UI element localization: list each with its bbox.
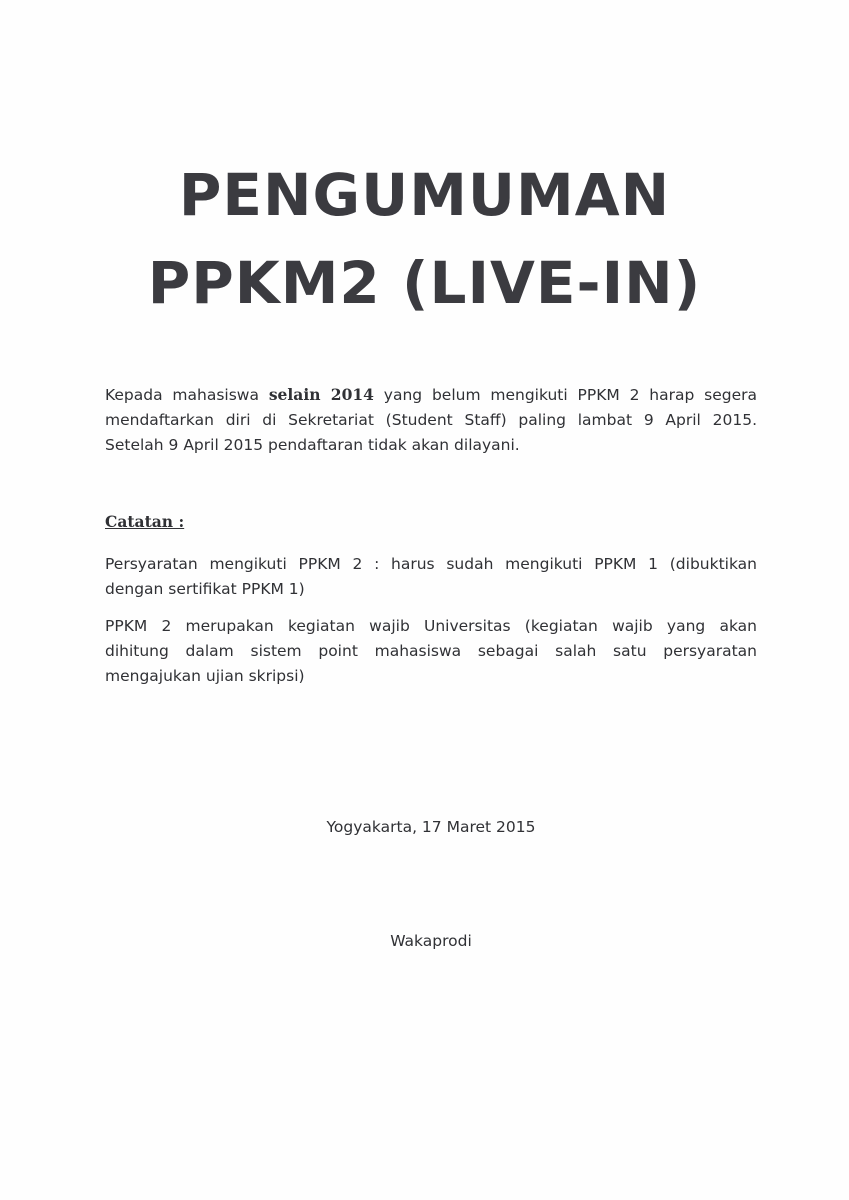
intro-line-1 — [105, 382, 757, 408]
intro-text-pre: Kepada mahasiswa — [105, 386, 269, 404]
note1-line-2: dengan sertifikat PPKM 1) — [105, 580, 305, 598]
intro-line-2: mendaftarkan diri di Sekretariat (Student Staff) paling lambat 9 April 2015. — [105, 411, 757, 429]
intro-text-post: yang belum mengikuti PPKM 2 harap segera — [373, 386, 757, 404]
note2-line-2: dihitung dalam sistem point mahasiswa sebagai salah satu persyaratan — [105, 642, 757, 660]
announcement-subtitle: PPKM2 (LIVE-IN) — [147, 249, 702, 317]
intro-emphasis: selain 2014 — [268, 385, 374, 404]
announcement-title: PENGUMUMAN — [178, 161, 671, 229]
note-mandatory — [105, 614, 757, 689]
note1-line-1: Persyaratan mengikuti PPKM 2 : harus sudah mengikuti PPKM 1 (dibuktikan — [105, 555, 757, 573]
intro-paragraph — [105, 382, 757, 458]
notes-heading: Catatan : — [105, 512, 185, 531]
note2-line-1: PPKM 2 merupakan kegiatan wajib Universitas (kegiatan wajib yang akan — [105, 617, 757, 635]
note-requirement — [105, 552, 757, 602]
signer-title: Wakaprodi — [390, 932, 472, 950]
place-and-date: Yogyakarta, 17 Maret 2015 — [326, 818, 536, 836]
note2-line-3: mengajukan ujian skripsi) — [105, 667, 305, 685]
intro-line-3: Setelah 9 April 2015 pendaftaran tidak akan dilayani. — [105, 436, 520, 454]
